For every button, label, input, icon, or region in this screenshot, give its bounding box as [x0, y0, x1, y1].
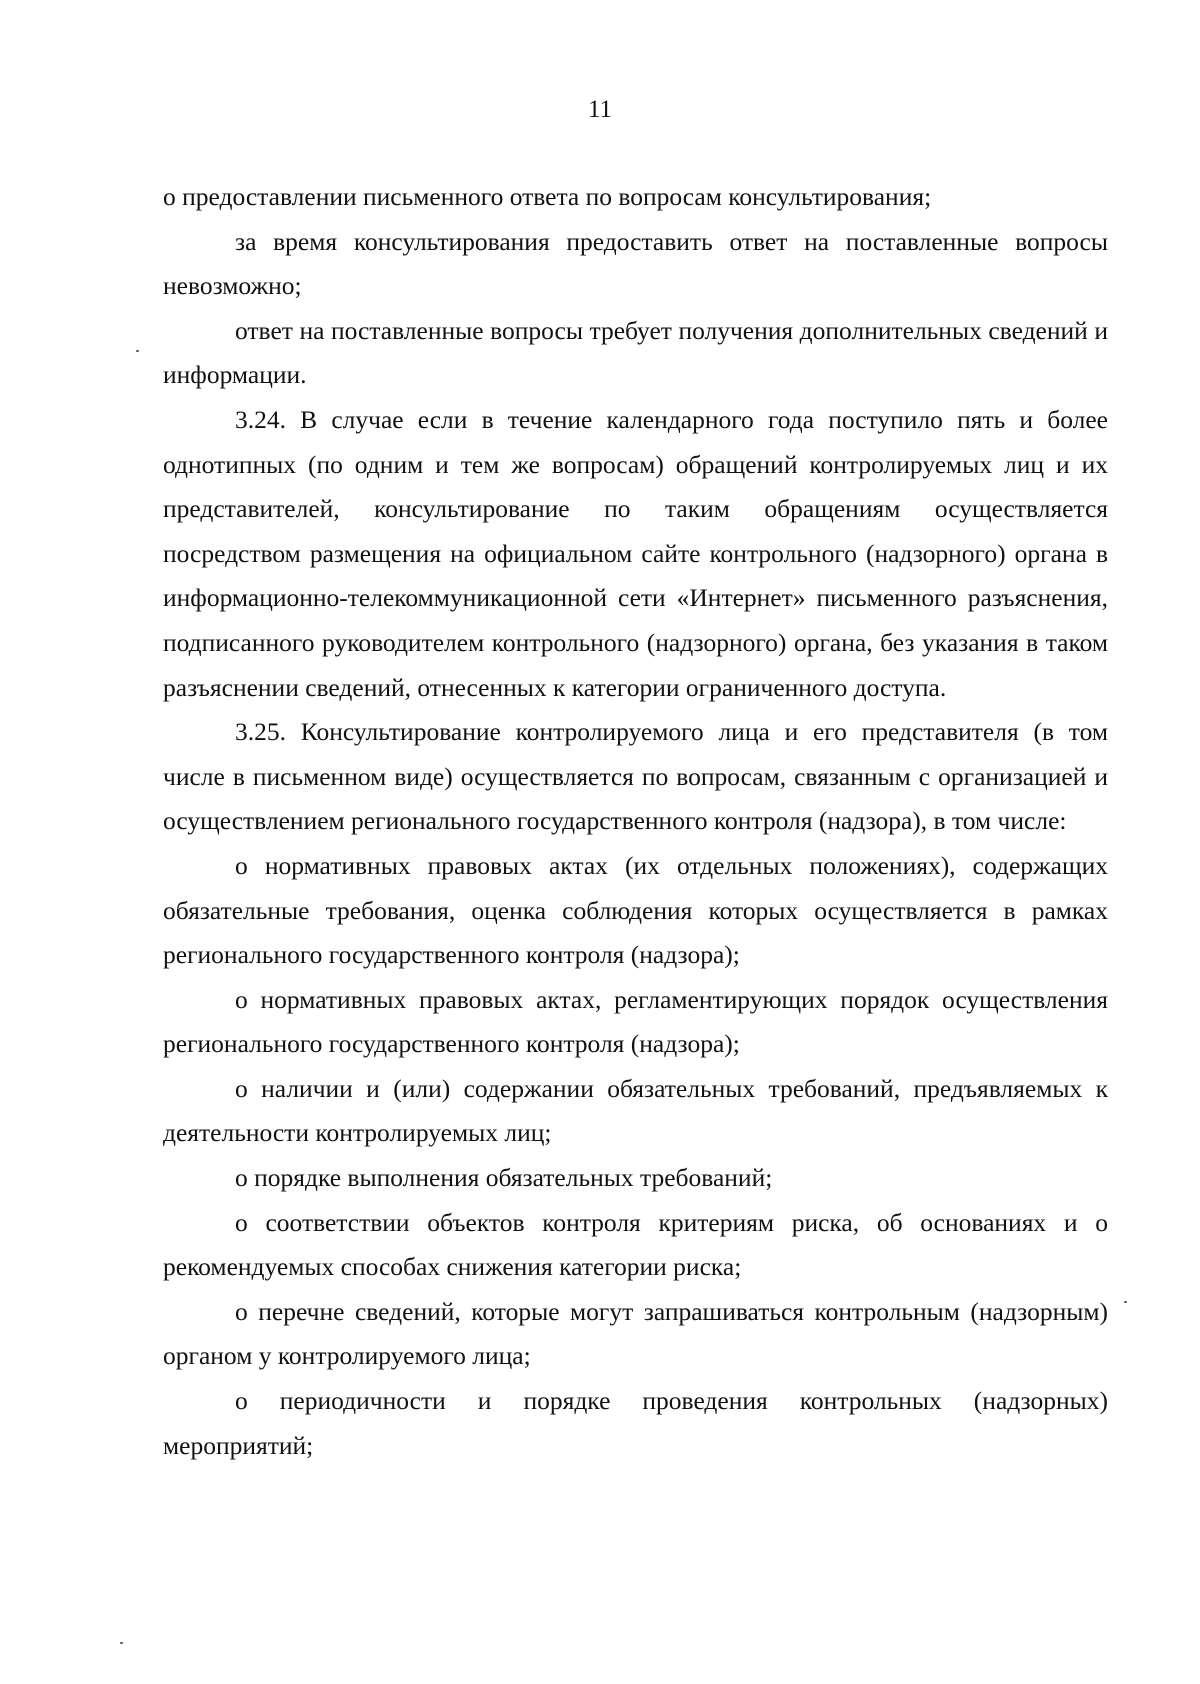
scan-speck	[136, 350, 139, 352]
scan-speck	[120, 1642, 123, 1644]
list-item-fulfillment-order: о порядке выполнения обязательных требований;	[235, 1163, 773, 1193]
page-number: 11	[587, 96, 613, 123]
paragraph-additional-info: ответ на поставленные вопросы требует получения дополнительных сведений и информации.	[163, 315, 1108, 390]
list-item-normative-acts: о нормативных правовых актах (их отдельных положениях), содержащих обязательные требования, оценка соблюдения которых осуществляется в рамках регионального государственного контроля (надзора);	[163, 850, 1108, 970]
paragraph-3-25: 3.25. Консультирование контролируемого лица и его представителя (в том числе в письменном виде) осуществляется по вопросам, связанным с организацией и осуществлением регионального государственного контроля (надзора), в том числе:	[163, 717, 1108, 836]
scan-speck	[1124, 1301, 1127, 1303]
list-item-mandatory-requirements: о наличии и (или) содержании обязательных требований, предъявляемых к деятельности контролируемых лиц;	[163, 1073, 1108, 1148]
list-item-regulating-acts: о нормативных правовых актах, регламентирующих порядок осуществления регионального государственного контроля (надзора);	[163, 984, 1108, 1059]
list-item-control-events: о периодичности и порядке проведения контрольных (надзорных) мероприятий;	[163, 1386, 1108, 1460]
paragraph-answer-impossible: за время консультирования предоставить ответ на поставленные вопросы невозможно;	[163, 226, 1108, 301]
document-body	[163, 175, 1108, 1468]
list-item-requested-info: о перечне сведений, которые могут запрашиваться контрольным (надзорным) органом у контролируемого лица;	[163, 1296, 1108, 1371]
paragraph-written-answer: о предоставлении письменного ответа по вопросам консультирования;	[163, 182, 932, 211]
list-item-risk-criteria: о соответствии объектов контроля критериям риска, об основаниях и о рекомендуемых способах снижения категории риска;	[163, 1207, 1108, 1282]
paragraph-3-24: 3.24. В случае если в течение календарного года поступило пять и более однотипных (по одним и тем же вопросам) обращений контролируемых лиц и их представителей, консультирование по таким обращениям осуществляется посредством размещения на официальном сайте контрольного (надзорного) органа в информационно-телекоммуникационной сети «Интернет» письменного разъяснения, подписанного руководителем контрольного (надзорного) органа, без указания в таком разъяснении сведений, отнесенных к категории ограниченного доступа.	[163, 404, 1108, 702]
